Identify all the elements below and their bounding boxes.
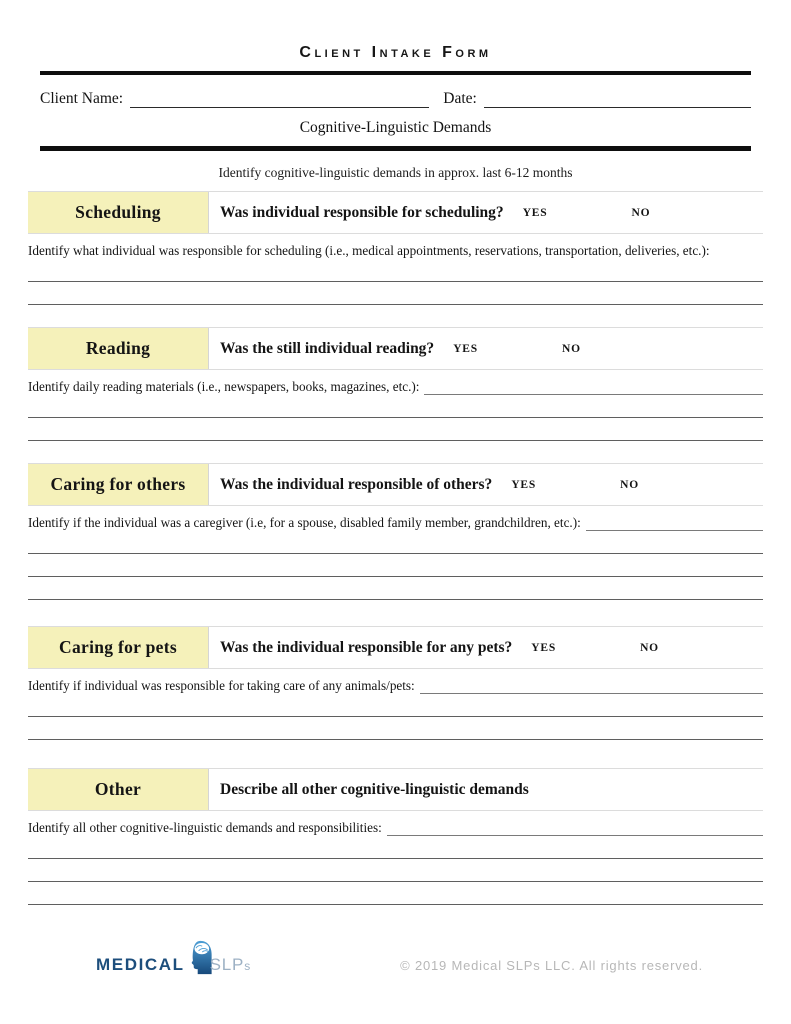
write-line[interactable] xyxy=(28,531,763,554)
section-label-box xyxy=(28,328,209,369)
section-header-row xyxy=(28,463,763,506)
section-question: Describe all other cognitive-linguistic demands xyxy=(220,780,529,798)
write-line[interactable] xyxy=(28,395,763,418)
write-line[interactable] xyxy=(28,282,763,305)
no-option[interactable]: NO xyxy=(620,478,639,491)
section-question: Was the individual responsible of others? xyxy=(220,475,493,493)
section-label-box xyxy=(28,769,209,810)
section-scheduling xyxy=(28,191,763,305)
write-line[interactable] xyxy=(28,554,763,577)
section-caring-for-others xyxy=(28,463,763,600)
identify-prompt: Identify if the individual was a caregiver (i.e, for a spouse, disabled family member, grandchildren, etc.): xyxy=(28,515,763,531)
section-caring-for-pets xyxy=(28,626,763,740)
section-question: Was individual responsible for scheduling? xyxy=(220,203,504,221)
write-line[interactable] xyxy=(28,717,763,740)
write-line[interactable] xyxy=(28,882,763,905)
copyright-text: © 2019 Medical SLPs LLC. All rights reserved. xyxy=(400,957,703,973)
client-name-label: Client Name: xyxy=(40,90,124,107)
section-label: Reading xyxy=(85,338,151,358)
client-info-row xyxy=(40,90,751,108)
yes-option[interactable]: YES xyxy=(522,206,548,219)
section-question: Was the individual responsible for any pets? xyxy=(220,638,513,656)
section-question-area xyxy=(209,769,763,810)
logo-slps-text: SLPs xyxy=(209,955,251,974)
write-line[interactable] xyxy=(28,836,763,859)
head-brain-icon xyxy=(186,940,213,980)
section-header-row xyxy=(28,191,763,234)
section-label: Other xyxy=(94,779,142,799)
form-subtitle: Cognitive-Linguistic Demands xyxy=(299,119,492,136)
no-option[interactable]: NO xyxy=(640,641,659,654)
section-label-box xyxy=(28,192,209,233)
write-line[interactable] xyxy=(28,577,763,600)
medical-slps-logo xyxy=(96,950,251,980)
date-line[interactable] xyxy=(484,93,751,108)
header-rule-bottom xyxy=(40,146,751,151)
form-title: Client Intake Form xyxy=(299,44,492,61)
client-name-line[interactable] xyxy=(130,93,429,108)
date-label: Date: xyxy=(443,90,477,107)
no-option[interactable]: NO xyxy=(631,206,651,219)
section-label-box xyxy=(28,627,209,668)
identify-prompt: Identify if individual was responsible for taking care of any animals/pets: xyxy=(28,678,763,694)
logo-medical-text: MEDICAL xyxy=(96,955,185,974)
section-reading xyxy=(28,327,763,441)
write-line[interactable] xyxy=(28,694,763,717)
section-header-row xyxy=(28,768,763,811)
section-label: Caring for pets xyxy=(59,637,177,657)
identify-inline-line[interactable] xyxy=(424,382,763,395)
section-question-area xyxy=(209,192,763,233)
yes-option[interactable]: YES xyxy=(511,478,537,491)
section-question-area xyxy=(209,627,763,668)
section-label-box xyxy=(28,464,209,505)
section-question-area xyxy=(209,328,763,369)
identify-prompt: Identify daily reading materials (i.e., newspapers, books, magazines, etc.): xyxy=(28,379,763,395)
identify-prompt: Identify what individual was responsible for scheduling (i.e., medical appointments, reservations, transportation, deliveries, etc.): xyxy=(28,243,710,258)
section-question-area xyxy=(209,464,763,505)
section-label: Caring for others xyxy=(50,474,186,494)
write-line[interactable] xyxy=(28,259,763,282)
write-line[interactable] xyxy=(28,418,763,441)
section-other xyxy=(28,768,763,905)
identify-prompt: Identify all other cognitive-linguistic demands and responsibilities: xyxy=(28,820,763,836)
yes-option[interactable]: YES xyxy=(453,342,478,355)
header-rule-top xyxy=(40,71,751,75)
section-header-row xyxy=(28,626,763,669)
identify-inline-line[interactable] xyxy=(420,681,763,694)
instruction-text: Identify cognitive-linguistic demands in approx. last 6-12 months xyxy=(218,165,573,180)
footer xyxy=(28,950,763,980)
no-option[interactable]: NO xyxy=(561,342,581,355)
yes-option[interactable]: YES xyxy=(531,641,557,654)
section-label: Scheduling xyxy=(75,202,161,222)
write-line[interactable] xyxy=(28,859,763,882)
identify-inline-line[interactable] xyxy=(387,823,763,836)
section-question: Was the still individual reading? xyxy=(220,339,435,357)
identify-inline-line[interactable] xyxy=(586,518,763,531)
section-header-row xyxy=(28,327,763,370)
